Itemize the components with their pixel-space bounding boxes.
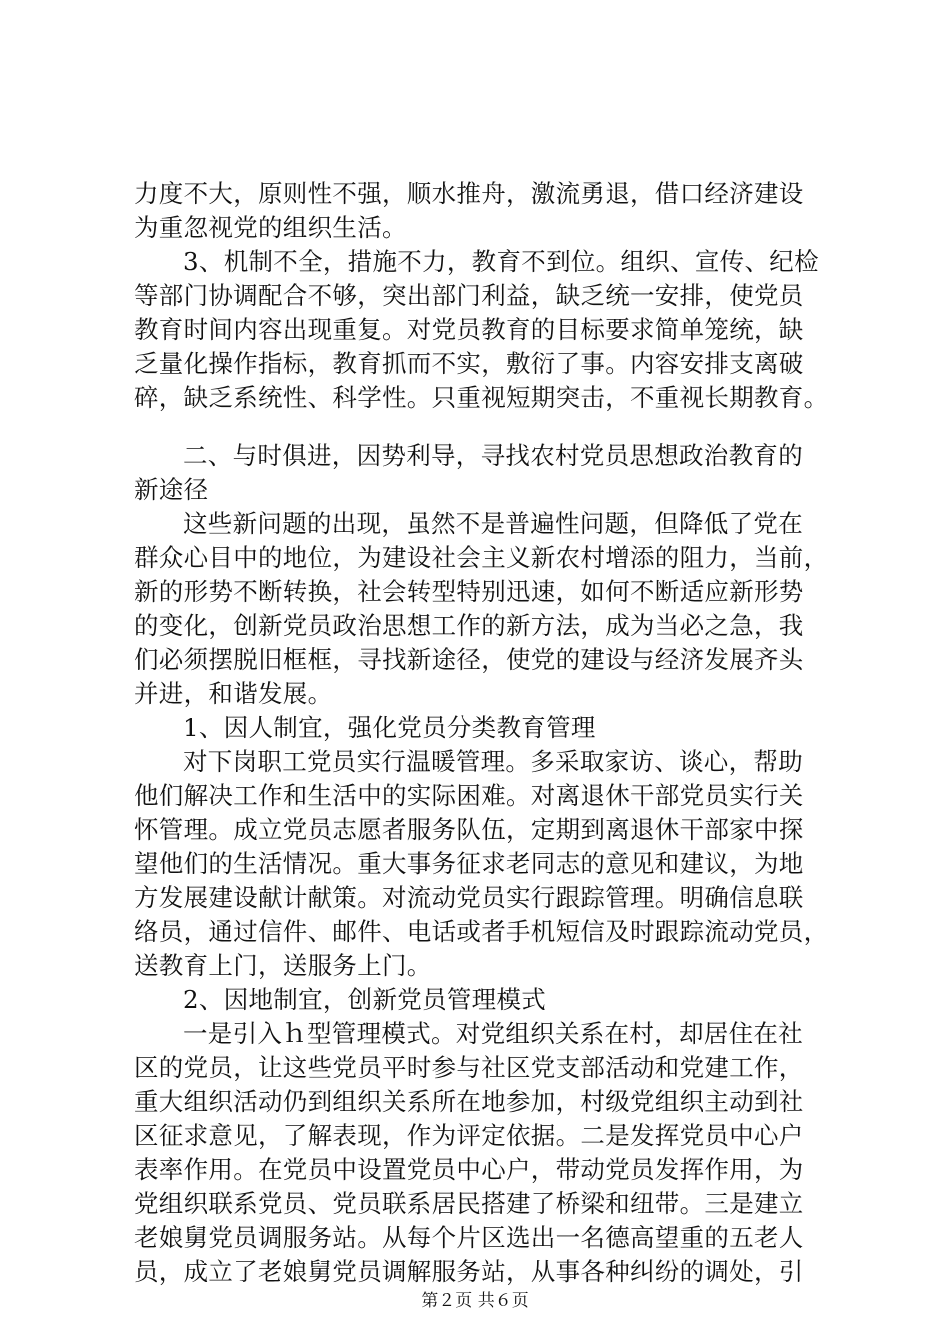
body-text-line: 对下岗职工党员实行温暖管理。多采取家访、谈心，帮助 bbox=[183, 747, 803, 776]
body-text-line: 乏量化操作指标，教育抓而不实，敷衍了事。内容安排支离破 bbox=[134, 349, 804, 378]
body-text-line: 方发展建设献计献策。对流动党员实行跟踪管理。明确信息联 bbox=[134, 883, 804, 912]
subsection-heading: 1、因人制宜，强化党员分类教育管理 bbox=[183, 713, 596, 742]
body-text-line: 3、机制不全，措施不力，教育不到位。组织、宣传、纪检 bbox=[183, 247, 819, 276]
body-text-line: 力度不大，原则性不强，顺水推舟，激流勇退，借口经济建设 bbox=[134, 179, 804, 208]
body-text-line: 新的形势不断转换，社会转型特别迅速，如何不断适应新形势 bbox=[134, 577, 804, 606]
body-text-line: 为重忽视党的组织生活。 bbox=[134, 213, 407, 242]
body-text-line: 重大组织活动仍到组织关系所在地参加，村级党组织主动到社 bbox=[134, 1087, 804, 1116]
body-text-line: 表率作用。在党员中设置党员中心户，带动党员发挥作用，为 bbox=[134, 1155, 804, 1184]
body-text-line: 区征求意见，了解表现，作为评定依据。二是发挥党员中心户 bbox=[134, 1121, 804, 1150]
section-heading: 二、与时俱进，因势利导，寻找农村党员思想政治教育的 bbox=[183, 441, 803, 470]
body-text-line: 一是引入ｈ型管理模式。对党组织关系在村，却居住在社 bbox=[183, 1019, 803, 1048]
body-text-line: 送教育上门，送服务上门。 bbox=[134, 951, 432, 980]
body-text-line: 这些新问题的出现，虽然不是普遍性问题，但降低了党在 bbox=[183, 509, 803, 538]
body-text-line: 党组织联系党员、党员联系居民搭建了桥梁和纽带。三是建立 bbox=[134, 1189, 804, 1218]
section-heading: 新途径 bbox=[134, 475, 209, 504]
page-number-footer: 第２页 共６页 bbox=[421, 1291, 529, 1311]
body-text-line: 们必须摆脱旧框框，寻找新途径，使党的建设与经济发展齐头 bbox=[134, 645, 804, 674]
body-text-line: 的变化，创新党员政治思想工作的新方法，成为当必之急，我 bbox=[134, 611, 804, 640]
body-text-line: 等部门协调配合不够，突出部门利益，缺乏统一安排，使党员 bbox=[134, 281, 804, 310]
subsection-heading: 2、因地制宜，创新党员管理模式 bbox=[183, 985, 547, 1014]
body-text-line: 群众心目中的地位，为建设社会主义新农村增添的阻力，当前， bbox=[134, 543, 829, 572]
body-text-line: 员，成立了老娘舅党员调解服务站，从事各种纠纷的调处，引 bbox=[134, 1257, 804, 1286]
body-text-line: 他们解决工作和生活中的实际困难。对离退休干部党员实行关 bbox=[134, 781, 804, 810]
body-text-line: 络员，通过信件、邮件、电话或者手机短信及时跟踪流动党员， bbox=[134, 917, 829, 946]
body-text-line: 望他们的生活情况。重大事务征求老同志的意见和建议，为地 bbox=[134, 849, 804, 878]
body-text-line: 区的党员，让这些党员平时参与社区党支部活动和党建工作， bbox=[134, 1053, 804, 1082]
body-text-line: 老娘舅党员调服务站。从每个片区选出一名德高望重的五老人 bbox=[134, 1223, 804, 1252]
body-text-line: 碎，缺乏系统性、科学性。只重视短期突击，不重视长期教育。 bbox=[134, 383, 829, 412]
body-text-line: 教育时间内容出现重复。对党员教育的目标要求简单笼统，缺 bbox=[134, 315, 804, 344]
body-text-line: 怀管理。成立党员志愿者服务队伍，定期到离退休干部家中探 bbox=[134, 815, 804, 844]
body-text-line: 并进，和谐发展。 bbox=[134, 679, 333, 708]
